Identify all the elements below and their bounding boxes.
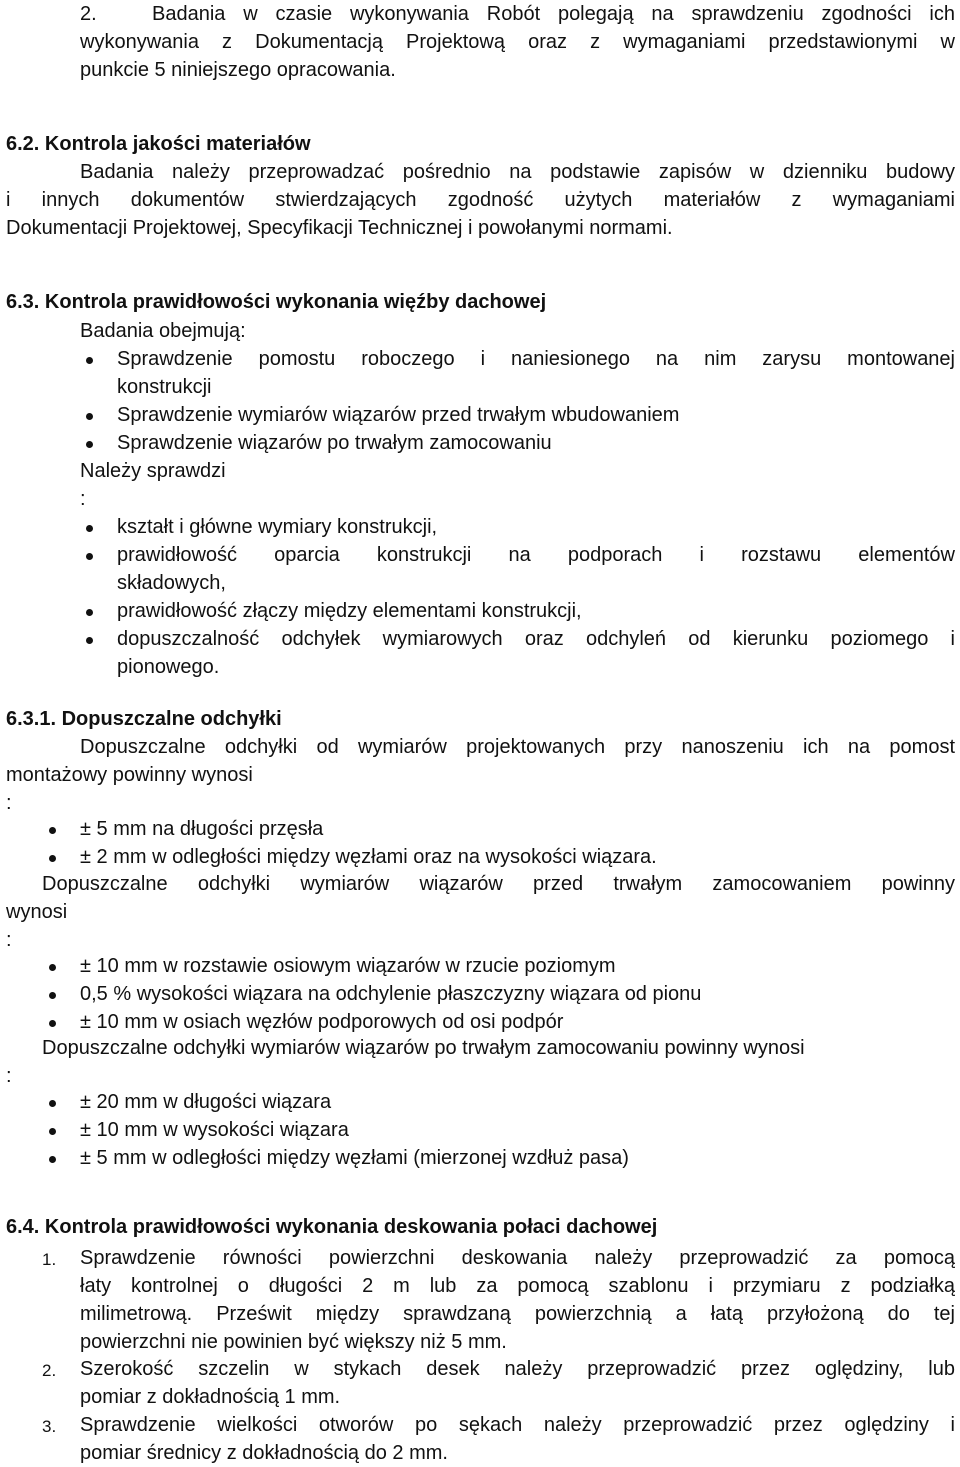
list-item: prawidłowość oparcia konstrukcji na podporach i rozstawu elementów — [117, 544, 955, 566]
list-item-continuation: pomiar średnicy z dokładnością do 2 mm. — [80, 1442, 448, 1464]
list-item: Sprawdzenie pomostu roboczego i naniesionego na nim zarysu montowanej — [117, 348, 955, 370]
list-item: ± 10 mm w wysokości wiązara — [80, 1119, 349, 1141]
list-number: 2. — [42, 1361, 57, 1380]
list-item: kształt i główne wymiary konstrukcji, — [117, 516, 438, 538]
check-label-colon: : — [80, 488, 86, 510]
list-item-continuation: pionowego. — [117, 656, 220, 678]
list-item: Sprawdzenie równości powierzchni deskowania należy przeprowadzić za pomocą — [80, 1247, 955, 1269]
item-2-line-1: Badania w czasie wykonywania Robót polegają na sprawdzeniu zgodności ich — [152, 3, 955, 25]
item-2-line-3: punkcie 5 niniejszego opracowania. — [80, 59, 396, 81]
list-item: ± 5 mm w odległości między węzłami (mierzonej wzdłuż pasa) — [80, 1147, 629, 1169]
bullet-icon — [86, 525, 93, 532]
list-item: ± 20 mm w długości wiązara — [80, 1091, 332, 1113]
section-6-2-line-3: Dokumentacji Projektowej, Specyfikacji Technicznej i powołanymi normami. — [6, 217, 673, 239]
item-2-number: 2. — [80, 3, 97, 25]
bullet-icon — [49, 827, 56, 834]
section-6-2-line-2: i innych dokumentów stwierdzających zgodność użytych materiałów z wymaganiami — [6, 189, 955, 211]
list-item: Sprawdzenie wielkości otworów po sękach należy przeprowadzić przez oględziny i — [80, 1414, 955, 1436]
check-label: Należy sprawdzi — [80, 460, 226, 482]
list-item-continuation: konstrukcji — [117, 376, 212, 398]
list-item: 0,5 % wysokości wiązara na odchylenie płaszczyzny wiązara od pionu — [80, 983, 702, 1005]
section-6-3-intro: Badania obejmują: — [80, 320, 246, 342]
bullet-icon — [49, 992, 56, 999]
list-item-continuation: milimetrową. Prześwit między sprawdzaną powierzchnią a łatą przyłożoną do tej — [80, 1303, 955, 1325]
list-item: ± 5 mm na długości przęsła — [80, 818, 324, 840]
bullet-icon — [86, 413, 93, 420]
para-1-colon: : — [6, 792, 12, 814]
para-1-line-1: Dopuszczalne odchyłki od wymiarów projektowanych przy nanoszeniu ich na pomost — [80, 736, 955, 758]
list-number: 3. — [42, 1417, 57, 1436]
section-6-3-1-heading: 6.3.1. Dopuszczalne odchyłki — [6, 708, 282, 730]
bullet-icon — [86, 357, 93, 364]
list-item: Szerokość szczelin w stykach desek należy przeprowadzić przez oględziny, lub — [80, 1358, 955, 1380]
list-item: prawidłowość złączy między elementami konstrukcji, — [117, 600, 582, 622]
list-number: 1. — [42, 1250, 57, 1269]
bullet-icon — [49, 1020, 56, 1027]
bullet-icon — [86, 553, 93, 560]
list-item: Sprawdzenie wiązarów po trwałym zamocowaniu — [117, 432, 552, 454]
section-6-4-heading: 6.4. Kontrola prawidłowości wykonania deskowania połaci dachowej — [6, 1216, 658, 1238]
para-2-colon: : — [6, 929, 12, 951]
para-3-colon: : — [6, 1065, 12, 1087]
list-item-continuation: powierzchni nie powinien być większy niż 5 mm. — [80, 1331, 507, 1353]
section-6-2-line-1: Badania należy przeprowadzać pośrednio na podstawie zapisów w dzienniku budowy — [80, 161, 955, 183]
list-item-continuation: składowych, — [117, 572, 226, 594]
list-item: dopuszczalność odchyłek wymiarowych oraz odchyleń od kierunku poziomego i — [117, 628, 955, 650]
section-6-2-heading: 6.2. Kontrola jakości materiałów — [6, 133, 311, 155]
bullet-icon — [49, 855, 56, 862]
para-2-line-1: Dopuszczalne odchyłki wymiarów wiązarów przed trwałym zamocowaniem powinny — [42, 873, 955, 895]
bullet-icon — [86, 637, 93, 644]
bullet-icon — [49, 1100, 56, 1107]
item-2-line-2: wykonywania z Dokumentacją Projektową oraz z wymaganiami przedstawionymi w — [80, 31, 955, 53]
section-6-3-heading: 6.3. Kontrola prawidłowości wykonania więźby dachowej — [6, 291, 547, 313]
bullet-icon — [49, 1156, 56, 1163]
list-item: ± 2 mm w odległości między węzłami oraz na wysokości wiązara. — [80, 846, 657, 868]
para-2-line-2: wynosi — [6, 901, 68, 923]
bullet-icon — [86, 441, 93, 448]
para-1-line-2: montażowy powinny wynosi — [6, 764, 253, 786]
para-3-line-1: Dopuszczalne odchyłki wymiarów wiązarów po trwałym zamocowaniu powinny wynosi — [42, 1037, 805, 1059]
bullet-icon — [49, 1128, 56, 1135]
list-item: Sprawdzenie wymiarów wiązarów przed trwałym wbudowaniem — [117, 404, 680, 426]
list-item-continuation: łaty kontrolnej o długości 2 m lub za pomocą szablonu i przymiaru z podziałką — [80, 1275, 955, 1297]
list-item: ± 10 mm w osiach węzłów podporowych od osi podpór — [80, 1011, 564, 1033]
list-item-continuation: pomiar z dokładnością 1 mm. — [80, 1386, 341, 1408]
list-item: ± 10 mm w rozstawie osiowym wiązarów w rzucie poziomym — [80, 955, 616, 977]
bullet-icon — [86, 609, 93, 616]
bullet-icon — [49, 964, 56, 971]
